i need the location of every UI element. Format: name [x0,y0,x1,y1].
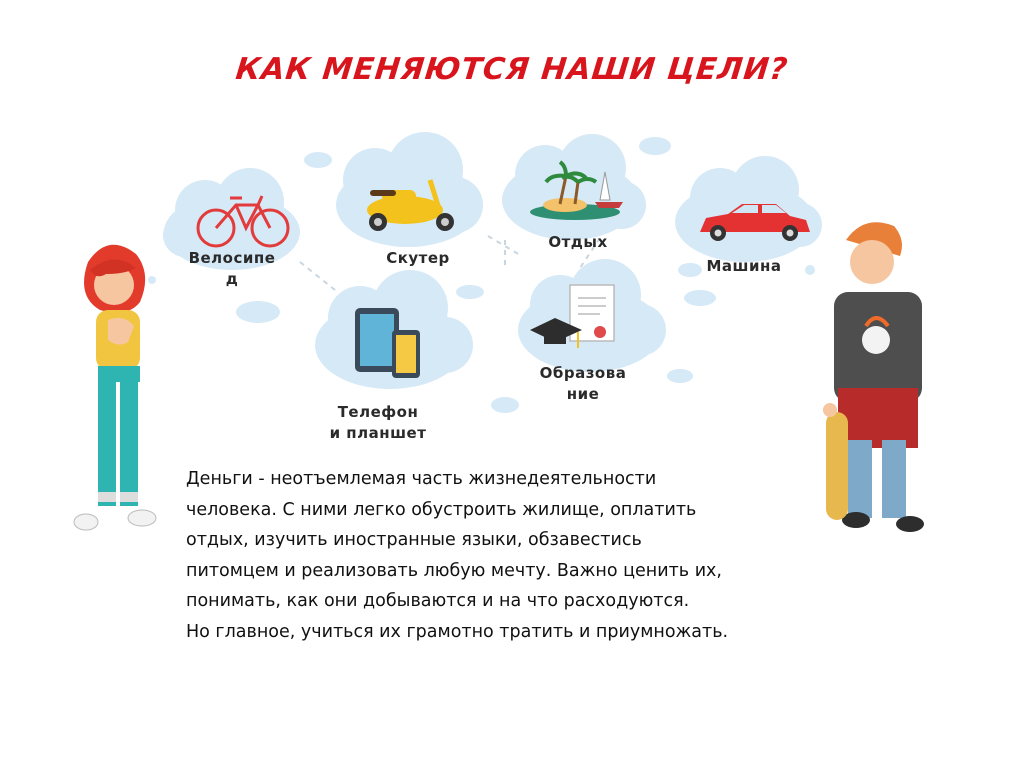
paragraph-line: отдых, изучить иностранные языки, обзавестись [186,530,642,550]
paragraph-line: питомцем и реализовать любую мечту. Важно ценить их, [186,560,722,581]
slide-title: КАК МЕНЯЮТСЯ НАШИ ЦЕЛИ? [234,52,790,87]
cloud-scooter [336,132,483,247]
paragraph-line: понимать, как они добываются и на что расходуются. [186,591,690,611]
goal-label-scooter: Скутер [386,249,450,267]
goal-label-education: Образова ние [539,364,627,403]
goal-label-bicycle: Велосипе д [188,249,276,288]
girl-figure [74,245,156,530]
goal-label-phone: Телефон и планшет [329,403,427,442]
description-paragraph [186,464,826,647]
goal-label-vacation: Отдых [548,233,608,251]
paragraph-line: Деньги - неотъемлемая часть жизнедеятельности [186,469,657,489]
paragraph-line: Но главное, учиться их грамотно тратить и приумножать. [186,621,729,642]
boy-figure [823,222,924,532]
goal-label-car: Машина [706,257,782,275]
cloud-vacation [502,134,646,240]
paragraph-line: человека. С ними легко обустроить жилище, оплатить [186,499,697,520]
